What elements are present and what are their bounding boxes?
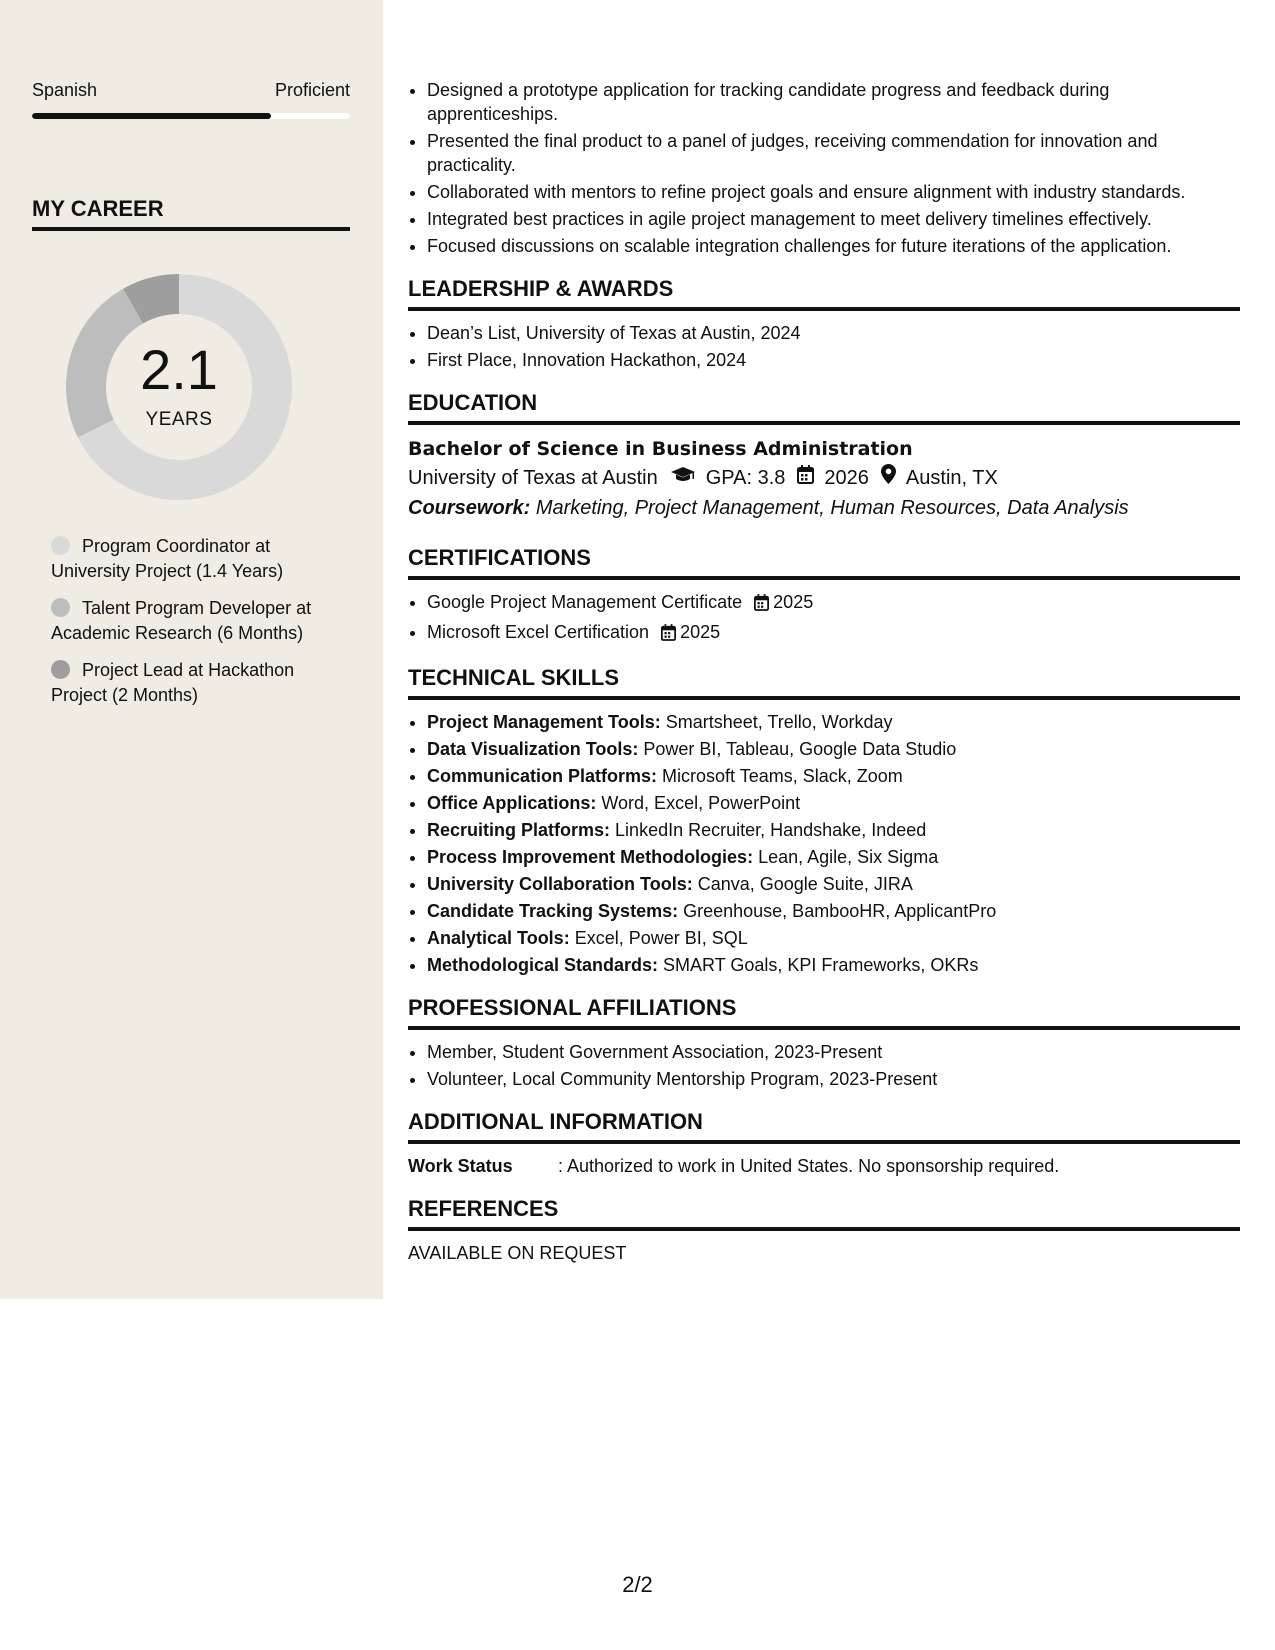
school-location: Austin, TX <box>905 467 998 489</box>
career-total-unit: YEARS <box>145 409 213 430</box>
skill-label: University Collaboration Tools: <box>427 874 693 894</box>
references-heading: REFERENCES <box>408 1196 1240 1231</box>
certification-name: Google Project Management Certificate <box>427 592 743 612</box>
career-item-text: Project Lead at Hackathon Project (2 Months) <box>51 660 295 705</box>
skill-value: Lean, Agile, Six Sigma <box>758 847 939 867</box>
skill-item <box>427 764 1240 788</box>
certification-name: Microsoft Excel Certification <box>427 622 650 642</box>
career-donut-chart <box>66 274 292 500</box>
skill-item <box>427 818 1240 842</box>
project-bullet: • Designed a prototype application for tracking candidate progress and feedback during apprenticeships. <box>427 78 1240 126</box>
coursework-label: Coursework: <box>408 497 531 519</box>
skill-label: Analytical Tools: <box>427 928 570 948</box>
certifications-list <box>408 590 1240 647</box>
page-number: 2/2 <box>622 1572 653 1597</box>
skill-item <box>427 845 1240 869</box>
skills-list <box>408 710 1240 977</box>
additional-heading: ADDITIONAL INFORMATION <box>408 1109 1240 1144</box>
skill-item <box>427 710 1240 734</box>
skill-value: SMART Goals, KPI Frameworks, OKRs <box>663 955 979 975</box>
project-bullet: • Focused discussions on scalable integration challenges for future iterations of the application. <box>427 234 1240 258</box>
gpa: GPA: 3.8 <box>705 467 786 489</box>
graduation-cap-icon <box>670 463 696 493</box>
skill-value: Word, Excel, PowerPoint <box>601 793 801 813</box>
work-status <box>408 1154 1240 1178</box>
references-text: AVAILABLE ON REQUEST <box>408 1243 627 1263</box>
certification-year: 2025 <box>773 592 814 612</box>
language-name: Spanish <box>32 80 98 100</box>
skill-label: Project Management Tools: <box>427 712 661 732</box>
skill-label: Candidate Tracking Systems: <box>427 901 679 921</box>
legend-dot <box>51 598 70 617</box>
skill-label: Methodological Standards: <box>427 955 659 975</box>
calendar-icon <box>661 623 676 647</box>
calendar-icon <box>797 463 814 493</box>
certification-item <box>427 590 1240 617</box>
career-total-value: 2.1 <box>140 338 218 401</box>
career-item-text: Talent Program Developer at Academic Research (6 Months) <box>51 598 312 643</box>
skill-label: Recruiting Platforms: <box>427 820 611 840</box>
leadership-list <box>408 321 1240 372</box>
affiliation-item: • Member, Student Government Association, 2023-Present <box>427 1040 1240 1064</box>
skill-value: Canva, Google Suite, JIRA <box>697 874 913 894</box>
affiliation-item: • Volunteer, Local Community Mentorship Program, 2023-Present <box>427 1067 1240 1091</box>
skill-item <box>427 926 1240 950</box>
education-heading: EDUCATION <box>408 390 1240 425</box>
skill-value: Power BI, Tableau, Google Data Studio <box>643 739 957 759</box>
skill-label: Data Visualization Tools: <box>427 739 639 759</box>
legend-dot <box>51 536 70 555</box>
location-pin-icon <box>881 463 896 493</box>
skill-value: LinkedIn Recruiter, Handshake, Indeed <box>615 820 927 840</box>
skill-label: Communication Platforms: <box>427 766 658 786</box>
skill-value: Excel, Power BI, SQL <box>574 928 748 948</box>
skill-item <box>427 872 1240 896</box>
skill-value: Smartsheet, Trello, Workday <box>665 712 893 732</box>
main-content <box>408 78 1240 1265</box>
skill-item <box>427 899 1240 923</box>
skill-item <box>427 737 1240 761</box>
degree-title: Bachelor of Science in Business Administration <box>408 438 913 460</box>
career-legend-item <box>51 534 351 584</box>
coursework-list: Marketing, Project Management, Human Resources, Data Analysis <box>535 497 1129 519</box>
career-legend-item <box>51 596 351 646</box>
affiliations-list <box>408 1040 1240 1091</box>
career-item-text: Program Coordinator at University Project (1.4 Years) <box>51 536 284 581</box>
certification-year: 2025 <box>680 622 721 642</box>
project-bullet: • Presented the final product to a panel of judges, receiving commendation for innovation and practicality. <box>427 129 1240 177</box>
language-proficiency-bar <box>32 113 350 119</box>
project-bullet: • Integrated best practices in agile project management to meet delivery timelines effectively. <box>427 207 1240 231</box>
certification-item <box>427 620 1240 647</box>
leadership-heading: LEADERSHIP & AWARDS <box>408 276 1240 311</box>
skill-value: Microsoft Teams, Slack, Zoom <box>662 766 903 786</box>
graduation-year: 2026 <box>824 467 869 489</box>
affiliations-heading: PROFESSIONAL AFFILIATIONS <box>408 995 1240 1030</box>
skill-label: Process Improvement Methodologies: <box>427 847 754 867</box>
award-item: • First Place, Innovation Hackathon, 2024 <box>427 348 1240 372</box>
sidebar <box>0 0 383 1299</box>
skills-heading: TECHNICAL SKILLS <box>408 665 1240 700</box>
language-level: Proficient <box>274 80 350 100</box>
legend-dot <box>51 660 70 679</box>
certifications-heading: CERTIFICATIONS <box>408 545 1240 580</box>
language-row <box>32 80 350 101</box>
career-legend <box>51 534 351 720</box>
skill-value: Greenhouse, BambooHR, ApplicantPro <box>683 901 997 921</box>
award-item: • Dean’s List, University of Texas at Austin, 2024 <box>427 321 1240 345</box>
project-bullet: • Collaborated with mentors to refine project goals and ensure alignment with industry standards. <box>427 180 1240 204</box>
language-proficiency-fill <box>32 113 271 119</box>
education-meta <box>408 463 1240 493</box>
skill-item <box>427 953 1240 977</box>
skill-label: Office Applications: <box>427 793 597 813</box>
project-bullets <box>408 78 1240 258</box>
skill-item <box>427 791 1240 815</box>
work-status-value: : Authorized to work in United States. No sponsorship required. <box>558 1156 1060 1176</box>
coursework <box>408 493 1240 523</box>
calendar-icon <box>754 593 769 617</box>
work-status-label: Work Status <box>408 1156 513 1176</box>
school-name: University of Texas at Austin <box>408 467 658 489</box>
career-heading: MY CAREER <box>32 196 350 231</box>
career-legend-item <box>51 658 351 708</box>
